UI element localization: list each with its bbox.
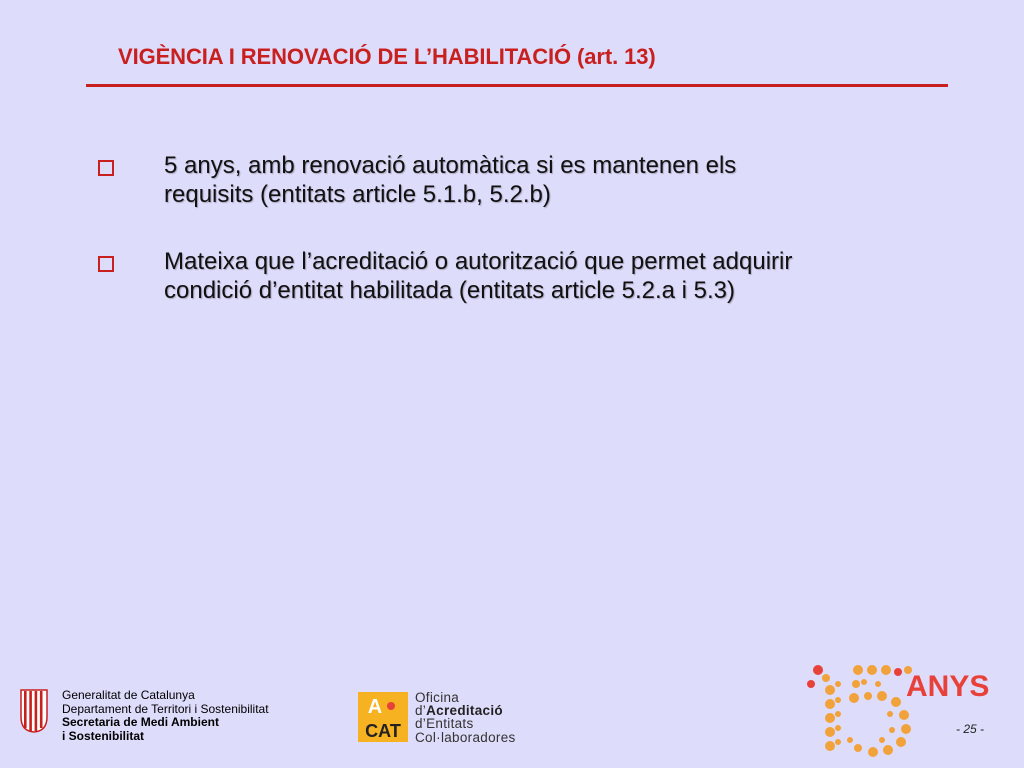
acat-line: Col·laboradores xyxy=(415,729,516,745)
acat-line-prefix: d’ xyxy=(415,703,427,719)
anniversary-word: ANYS xyxy=(906,670,990,703)
page-number: - 25 - xyxy=(956,722,985,736)
bullet-item xyxy=(96,247,956,305)
bullet-line: Mateixa que l’acreditació o autorització que permet adquirir xyxy=(164,248,793,275)
15-anys-logo xyxy=(806,660,1006,760)
anniversary-15-graphic xyxy=(807,665,912,757)
bullet-text xyxy=(164,151,956,209)
secretariat-line: Secretaria de Medi Ambient xyxy=(62,715,219,729)
acat-line-bold: Acreditació xyxy=(426,703,503,719)
bullet-line: condició d’entitat habilitada (entitats article 5.2.a i 5.3) xyxy=(164,277,735,304)
acat-line: Oficina xyxy=(415,690,460,705)
bullet-line: requisits (entitats article 5.1.b, 5.2.b) xyxy=(164,181,551,208)
generalitat-text xyxy=(62,689,269,743)
secretariat-line-2: i Sostenibilitat xyxy=(62,728,145,743)
slide-title: VIGÈNCIA I RENOVACIÓ DE L’HABILITACIÓ (art. 13) xyxy=(118,44,656,69)
bullet-line: 5 anys, amb renovació automàtica si es mantenen els xyxy=(164,152,737,179)
bullet-text xyxy=(164,247,956,305)
acat-badge-icon xyxy=(358,692,408,742)
acat-badge-top: A xyxy=(367,696,383,718)
acat-line: d’Entitats xyxy=(415,716,474,732)
square-bullet-icon xyxy=(98,256,114,272)
generalitat-line: Generalitat de Catalunya xyxy=(62,688,195,702)
acat-text xyxy=(415,691,516,744)
bullet-list xyxy=(96,151,956,343)
title-underline xyxy=(86,84,948,87)
acat-badge-bottom: CAT xyxy=(365,721,401,741)
department-line: Departament de Territori i Sostenibilitat xyxy=(62,701,269,716)
square-bullet-icon xyxy=(98,160,114,176)
senyera-shield-icon xyxy=(20,689,48,733)
bullet-item xyxy=(96,151,956,209)
